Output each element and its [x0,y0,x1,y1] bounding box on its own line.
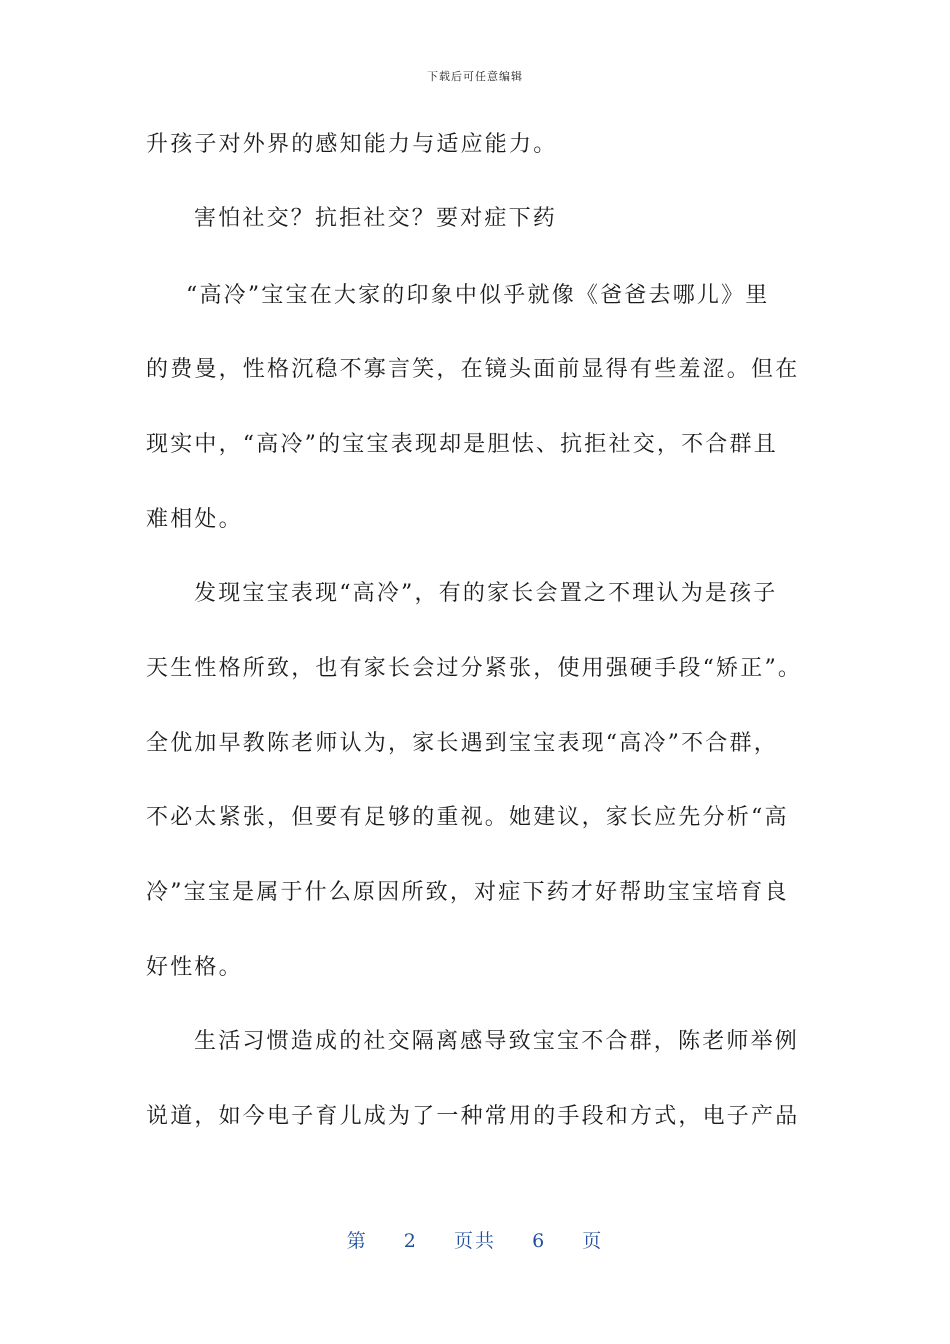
current-page-number: 2 [403,1230,418,1252]
body-line: 好性格。 [146,955,243,980]
footer-middle: 页共 [453,1230,496,1252]
section-heading: 害怕社交？抗拒社交？要对症下药 [194,206,558,231]
body-line: 全优加早教陈老师认为，家长遇到宝宝表现“高冷”不合群， [146,731,778,756]
body-line: 升孩子对外界的感知能力与适应能力。 [146,132,558,157]
page-header: 下载后可任意编辑 [427,70,523,83]
body-line: 的费曼，性格沉稳不寡言笑，在镜头面前显得有些羞涩。但在 [146,357,800,382]
body-line: 生活习惯造成的社交隔离感导致宝宝不合群，陈老师举例 [194,1029,800,1054]
body-line: 不必太紧张，但要有足够的重视。她建议，家长应先分析“高 [146,805,789,830]
body-line: 冷”宝宝是属于什么原因所致，对症下药才好帮助宝宝培育良 [146,880,789,905]
body-line: 发现宝宝表现“高冷”，有的家长会置之不理认为是孩子 [194,581,778,606]
total-page-count: 6 [532,1230,547,1252]
footer-suffix: 页 [582,1230,604,1252]
body-line: “高冷”宝宝在大家的印象中似乎就像《爸爸去哪儿》里 [186,283,770,308]
body-line: 难相处。 [146,507,243,532]
body-line: 天生性格所致，也有家长会过分紧张，使用强硬手段“矫正”。 [146,656,803,681]
page-footer [0,1226,950,1253]
body-line: 说道，如今电子育儿成为了一种常用的手段和方式，电子产品 [146,1104,800,1129]
footer-prefix: 第 [346,1230,368,1252]
body-line: 现实中，“高冷”的宝宝表现却是胆怯、抗拒社交，不合群且 [146,432,778,457]
